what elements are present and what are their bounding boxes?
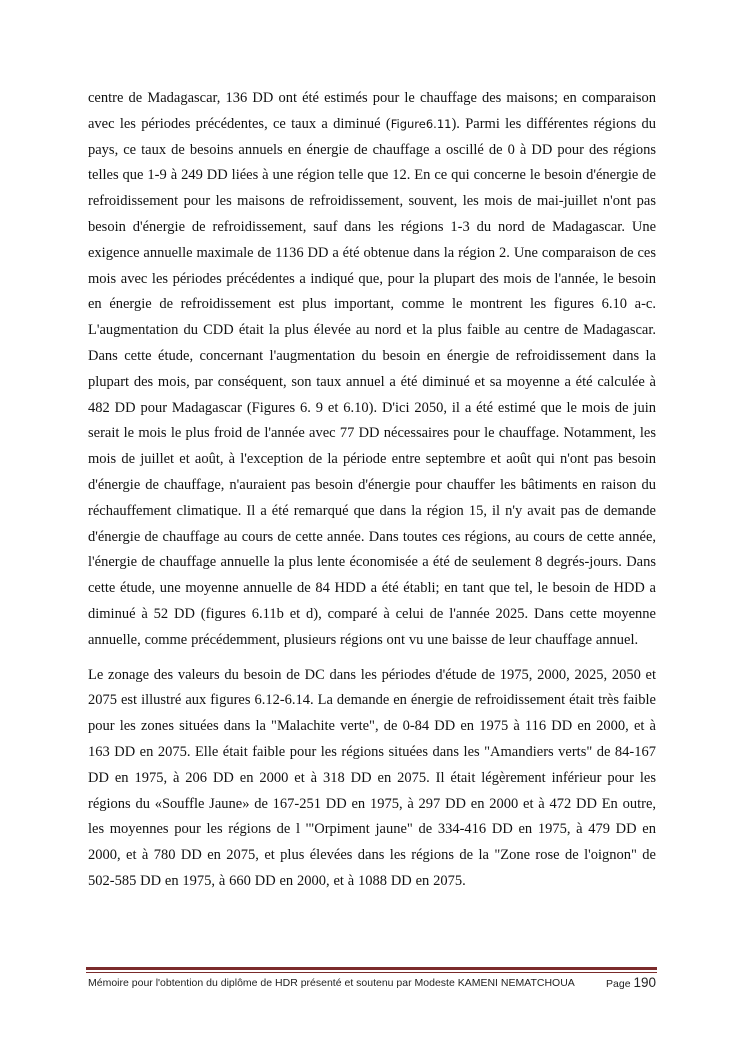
paragraph-1-part-b: ). Parmi les différentes régions du pays, ce taux de besoins annuels en énergie de chauffage a oscillé de 0 à DD pour des régions telles que 1-9 à 249 DD liées à une région telle que 12. En ce qui concerne le besoin d'énergie de refroidissement pour les maisons de refroidissement, souvent, les mois de mai-juillet n'ont pas besoin d'énergie de refroidissement, sauf dans les régions 1-3 du nord de Madagascar. Une exigence annuelle maximale de 1136 DD a été obtenue dans la région 2. Une comparaison de ces mois avec les périodes précédentes a indiqué que, pour la plupart des mois de l'année, le besoin en énergie de refroidissement est plus important, comme le montrent les figures 6.10 a-c. L'augmentation du CDD était la plus élevée au nord et la plus faible au centre de Madagascar. Dans cette étude, concernant l'augmentation du besoin en énergie de refroidissement dans la plupart des mois, par conséquent, son taux annuel a été diminué et sa moyenne a été calculée à 482 DD pour Madagascar (Figures 6. 9 et 6.10). D'ici 2050, il a été estimé que le mois de juin serait le mois le plus froid de l'année avec 77 DD nécessaires pour le chauffage. Notamment, les mois de juillet et août, à l'exception de la période entre septembre et août qui n'ont pas besoin d'énergie de chauffage, n'auraient pas besoin d'énergie pour chauffer les bâtiments en raison du réchauffement climatique. Il a été remarqué que dans la région 15, il n'y avait pas de demande d'énergie de chauffage au cours de cette année. Dans toutes ces régions, au cours de cette année, l'énergie de chauffage annuelle la plus lente économisée a été de seulement 8 degrés-jours. Dans cette étude, une moyenne annuelle de 84 HDD a été établi; en tant que tel, le besoin de HDD a diminué à 52 DD (figures 6.11b et d), comparé à celui de l'année 2025. Dans cette moyenne annuelle, comme précédemment, plusieurs régions ont vu une baisse de leur chauffage annuel. xyxy=(88,115,657,648)
paragraph-dc-zoning: Le zonage des valeurs du besoin de DC dans les périodes d'étude de 1975, 2000, 2025, 2050 et 2075 est illustré aux figures 6.12-6.14. La demande en énergie de refroidissement était très faible pour les zones situées dans la "Malachite verte", de 0-84 DD en 1975 à 116 DD en 2000, et à 163 DD en 2075. Elle était faible pour les régions situées dans les "Amandiers verts" de 84-167 DD en 1975, à 206 DD en 2000 et à 318 DD en 2075. Il était légèrement inférieur pour les régions du «Souffle Jaune» de 167-251 DD en 1975, à 297 DD en 2000 et à 472 DD En outre, les moyennes pour les régions de l '"Orpiment jaune" de 334-416 DD en 1975, à 479 DD en 2000, et à 780 DD en 2075, et plus élevées dans les régions de la "Zone rose de l'oignon" de 502-585 DD en 1975, à 660 DD en 2000, et à 1088 DD en 2075. xyxy=(88,666,656,889)
page-indicator xyxy=(606,975,656,990)
paragraph-1-part-a: centre de Madagascar, 136 DD ont été estimés pour le chauffage des maisons; en comparaison avec les périodes précédentes, ce taux a diminué ( xyxy=(88,90,656,132)
body-text xyxy=(88,86,656,895)
footer-rule-thick xyxy=(86,967,657,970)
paragraph-heating-cooling-needs xyxy=(88,86,656,654)
page-number: 190 xyxy=(633,975,656,990)
footer-rule-thin xyxy=(86,972,657,973)
page-label: Page xyxy=(606,978,631,990)
footer-text: Mémoire pour l'obtention du diplôme de HDR présenté et soutenu par Modeste KAMENI NEMATCHOUA xyxy=(88,977,575,989)
figure-reference: Figure6.11 xyxy=(390,116,452,131)
